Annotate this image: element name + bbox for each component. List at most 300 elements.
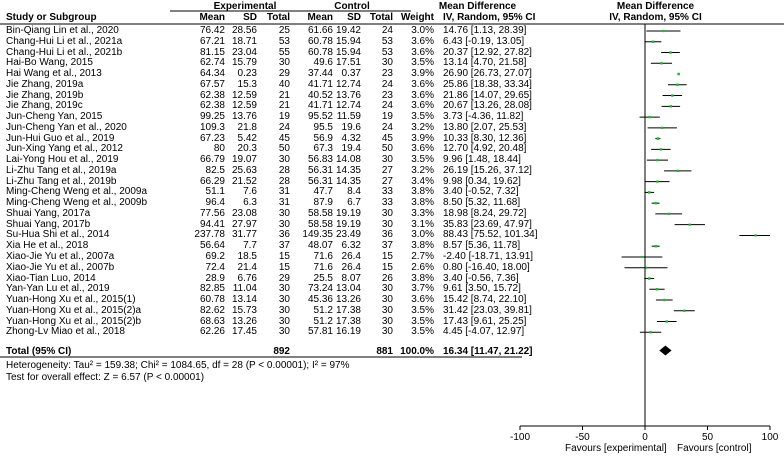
cell-study: Jun-Hui Guo et al., 2019: [6, 132, 115, 144]
cell-mean-e: 80: [213, 143, 225, 155]
cell-study: Jun-Cheng Yan et al., 2020: [6, 121, 127, 133]
cell-sd-c: 14.35: [335, 164, 361, 176]
cell-n-e: 30: [278, 304, 290, 316]
x-tick-label: -50: [575, 432, 590, 443]
point-estimate: [663, 299, 665, 301]
cell-study: Shuai Yang, 2017a: [6, 207, 91, 219]
col-sd-e: SD: [243, 12, 257, 23]
cell-mean-c: 41.71: [307, 78, 333, 90]
cell-ci: 9.96 [1.48, 18.44]: [443, 154, 521, 166]
cell-mean-e: 62.26: [199, 326, 225, 338]
cell-study: Xiao-Jie Yu et al., 2007a: [6, 251, 115, 262]
cell-study: Yuan-Hong Xu et al., 2015(2)a: [6, 304, 142, 316]
cell-n-e: 30: [278, 57, 290, 69]
cell-mean-c: 41.71: [307, 100, 333, 112]
cell-sd-e: 28.56: [231, 25, 257, 36]
cell-sd-c: 13.76: [335, 89, 361, 101]
cell-ci: 4.45 [-4.07, 12.97]: [443, 326, 525, 338]
cell-n-e: 15: [278, 261, 290, 273]
cell-n-e: 50: [278, 143, 290, 155]
cell-sd-c: 23.49: [335, 229, 361, 241]
cell-study: Jie Zhang, 2019a: [6, 78, 84, 90]
cell-n-e: 15: [278, 251, 290, 262]
cell-sd-c: 19.19: [335, 207, 361, 219]
cell-sd-e: 20.3: [237, 143, 257, 155]
overall-effect-text: Test for overall effect: Z = 6.57 (P < 0.00001): [6, 372, 205, 383]
cell-sd-c: 4.32: [341, 132, 361, 144]
point-estimate: [656, 180, 658, 182]
point-estimate: [666, 320, 668, 322]
cell-sd-e: 13.76: [231, 111, 257, 123]
cell-ci: 9.98 [0.34, 19.62]: [443, 175, 521, 187]
cell-mean-e: 28.9: [205, 272, 225, 284]
cell-study: Hai Wang et al., 2013: [6, 68, 102, 79]
cell-ci: 20.37 [12.92, 27.82]: [443, 46, 532, 58]
cell-mean-e: 64.34: [199, 68, 225, 79]
cell-weight: 3.0%: [411, 25, 434, 36]
cell-study: Jun-Xing Yang et al., 2012: [6, 143, 123, 155]
cell-weight: 3.8%: [411, 197, 434, 209]
cell-weight: 3.6%: [411, 143, 434, 155]
cell-ci: 13.80 [2.07, 25.53]: [443, 121, 527, 133]
cell-ci: -2.40 [-18.71, 13.91]: [443, 251, 534, 262]
cell-sd-c: 17.38: [335, 315, 361, 327]
cell-n-e: 30: [278, 294, 290, 305]
cell-n-c: 24: [381, 25, 393, 36]
point-estimate: [660, 62, 662, 64]
cell-sd-c: 8.4: [347, 186, 361, 198]
cell-mean-c: 56.9: [313, 132, 333, 144]
total-n-e: 892: [273, 346, 290, 357]
point-estimate: [648, 191, 651, 194]
cell-sd-e: 21.8: [237, 121, 257, 133]
cell-weight: 3.6%: [411, 100, 434, 112]
x-tick-label: -100: [509, 432, 531, 443]
cell-mean-c: 56.31: [307, 175, 333, 187]
point-estimate: [669, 51, 671, 53]
cell-study: Yuan-Hong Xu et al., 2015(2)b: [6, 315, 142, 327]
cell-sd-c: 17.51: [335, 57, 361, 69]
cell-weight: 3.6%: [411, 294, 434, 305]
cell-weight: 3.5%: [411, 326, 434, 338]
cell-mean-c: 37.44: [307, 68, 333, 79]
cell-sd-c: 15.94: [335, 46, 361, 58]
cell-ci: 25.86 [18.38, 33.34]: [443, 78, 532, 90]
cell-ci: 26.90 [26.73, 27.07]: [443, 68, 532, 79]
cell-sd-e: 6.3: [243, 197, 257, 209]
cell-mean-e: 76.42: [199, 25, 225, 36]
col-weight: Weight: [400, 12, 434, 23]
cell-mean-c: 67.3: [313, 143, 333, 155]
cell-weight: 3.6%: [411, 89, 434, 101]
cell-n-c: 37: [381, 240, 393, 252]
cell-n-e: 30: [278, 218, 290, 230]
cell-sd-e: 18.71: [231, 35, 257, 47]
cell-sd-c: 13.26: [335, 294, 361, 305]
point-estimate: [657, 137, 660, 140]
col-mean-c: Mean: [307, 12, 333, 23]
cell-study: Ming-Cheng Weng et al., 2009a: [6, 186, 148, 198]
point-estimate: [661, 127, 663, 129]
cell-mean-c: 40.52: [307, 89, 333, 101]
cell-mean-c: 56.31: [307, 164, 333, 176]
cell-mean-e: 96.4: [205, 197, 225, 209]
cell-n-e: 28: [278, 164, 290, 176]
cell-ci: 6.43 [-0.19, 13.05]: [443, 35, 525, 47]
cell-study: Jun-Cheng Yan, 2015: [6, 111, 103, 123]
cell-n-e: 29: [278, 68, 290, 79]
cell-sd-c: 11.59: [336, 111, 361, 123]
cell-mean-c: 149.35: [302, 229, 333, 241]
cell-mean-c: 87.9: [313, 197, 333, 209]
cell-mean-e: 60.78: [199, 294, 225, 305]
cell-ci: 31.42 [23.03, 39.81]: [443, 304, 532, 316]
cell-sd-e: 15.79: [231, 57, 257, 69]
cell-n-c: 53: [381, 35, 393, 47]
cell-n-c: 30: [381, 304, 393, 316]
cell-n-c: 53: [381, 46, 393, 58]
header-control: Control: [334, 1, 370, 12]
cell-weight: 3.2%: [411, 164, 434, 176]
cell-sd-c: 19.6: [341, 121, 361, 133]
col-study: Study or Subgroup: [6, 12, 97, 23]
cell-mean-e: 67.57: [199, 78, 225, 90]
cell-ci: 12.70 [4.92, 20.48]: [443, 143, 527, 155]
cell-mean-c: 45.36: [307, 294, 333, 305]
cell-sd-e: 19.07: [231, 154, 257, 166]
point-estimate: [641, 256, 643, 258]
cell-sd-e: 31.77: [231, 229, 257, 241]
cell-mean-c: 49.6: [313, 57, 333, 69]
cell-sd-c: 12.74: [335, 78, 361, 90]
cell-ci: 0.80 [-16.40, 18.00]: [443, 261, 530, 273]
cell-sd-c: 8.07: [341, 272, 361, 284]
cell-sd-c: 16.19: [335, 326, 361, 338]
cell-sd-e: 17.45: [231, 326, 257, 338]
cell-n-e: 19: [278, 111, 290, 123]
cell-weight: 3.0%: [411, 229, 434, 241]
cell-mean-c: 47.7: [313, 186, 333, 198]
cell-study: Xiao-Jie Yu et al., 2007b: [6, 261, 115, 273]
cell-mean-e: 67.21: [199, 35, 225, 47]
cell-sd-c: 0.37: [341, 68, 361, 79]
cell-n-c: 24: [381, 100, 393, 112]
cell-weight: 3.9%: [411, 132, 434, 144]
cell-sd-c: 19.19: [335, 218, 361, 230]
cell-sd-e: 5.42: [237, 132, 257, 144]
cell-mean-c: 60.78: [307, 46, 333, 58]
cell-n-c: 30: [381, 207, 393, 219]
cell-study: Xiao-Tian Luo, 2014: [6, 272, 96, 284]
cell-mean-e: 82.85: [199, 283, 225, 295]
cell-mean-e: 56.64: [199, 240, 225, 252]
cell-mean-c: 60.78: [307, 35, 333, 47]
cell-weight: 3.4%: [411, 175, 434, 187]
point-estimate: [648, 116, 650, 118]
col-sd-c: SD: [347, 12, 361, 23]
cell-weight: 3.5%: [411, 304, 434, 316]
cell-weight: 3.6%: [411, 78, 434, 90]
cell-study: Yan-Yan Lu et al., 2019: [6, 283, 110, 295]
point-estimate: [656, 159, 658, 161]
cell-study: Shuai Yang, 2017b: [6, 218, 91, 230]
cell-study: Li-Zhu Tang et al., 2019b: [6, 175, 117, 187]
point-estimate: [660, 148, 662, 150]
cell-mean-c: 25.5: [313, 272, 333, 284]
cell-n-e: 24: [278, 121, 290, 133]
cell-ci: 8.50 [5.32, 11.68]: [443, 197, 521, 209]
cell-n-c: 30: [381, 218, 393, 230]
cell-ci: 21.86 [14.07, 29.65]: [443, 89, 532, 101]
cell-n-e: 40: [278, 78, 290, 90]
header-experimental: Experimental: [213, 1, 277, 12]
cell-weight: 3.8%: [411, 186, 434, 198]
point-estimate: [683, 310, 685, 312]
point-estimate: [668, 213, 670, 215]
cell-ci: 3.73 [-4.36, 11.82]: [443, 111, 524, 123]
cell-mean-c: 95.52: [307, 111, 333, 123]
header-md-title: Mean Difference: [438, 1, 517, 12]
cell-n-c: 36: [381, 229, 393, 241]
point-estimate: [676, 84, 678, 86]
cell-ci: 14.76 [1.13, 28.39]: [443, 25, 527, 36]
cell-sd-c: 14.08: [335, 154, 361, 166]
cell-sd-e: 21.4: [237, 261, 257, 273]
cell-weight: 3.8%: [411, 272, 434, 284]
cell-weight: 3.6%: [411, 46, 434, 58]
x-tick-label: 100: [761, 432, 779, 443]
cell-study: Xia He et al., 2018: [6, 240, 89, 252]
cell-weight: 2.7%: [411, 251, 434, 262]
cell-n-e: 45: [278, 132, 290, 144]
x-tick-label: 50: [701, 432, 714, 443]
cell-n-c: 50: [381, 143, 393, 155]
cell-sd-c: 13.04: [335, 283, 361, 295]
cell-n-c: 30: [381, 315, 393, 327]
cell-weight: 3.5%: [411, 111, 434, 123]
col-total-e: Total: [266, 12, 290, 23]
cell-mean-e: 66.29: [199, 175, 225, 187]
cell-mean-e: 82.5: [205, 164, 225, 176]
cell-study: Jie Zhang, 2019c: [6, 100, 83, 112]
cell-n-e: 21: [278, 100, 290, 112]
cell-mean-e: 68.63: [199, 315, 225, 327]
col-ci-plot: IV, Random, 95% CI: [609, 12, 702, 23]
header-md-title-plot: Mean Difference: [616, 1, 695, 12]
cell-n-e: 30: [278, 283, 290, 295]
point-estimate: [649, 331, 651, 333]
cell-weight: 3.5%: [411, 315, 434, 327]
cell-mean-e: 77.56: [199, 207, 225, 219]
cell-mean-c: 71.6: [313, 251, 333, 262]
cell-n-c: 27: [381, 164, 393, 176]
cell-sd-c: 6.32: [341, 240, 361, 252]
cell-ci: 10.33 [8.30, 12.36]: [443, 132, 527, 144]
cell-ci: 3.40 [-0.52, 7.32]: [443, 186, 519, 198]
cell-weight: 3.3%: [411, 207, 434, 219]
pooled-diamond: [659, 346, 671, 356]
cell-mean-e: 67.23: [199, 132, 225, 144]
cell-n-e: 37: [278, 240, 290, 252]
cell-n-c: 15: [381, 251, 393, 262]
cell-sd-e: 27.97: [231, 218, 257, 230]
col-total-c: Total: [369, 12, 393, 23]
cell-ci: 88.43 [75.52, 101.34]: [443, 229, 538, 241]
cell-n-c: 23: [381, 68, 393, 79]
cell-sd-e: 13.14: [231, 294, 257, 305]
cell-ci: 20.67 [13.26, 28.08]: [443, 100, 532, 112]
cell-n-c: 30: [381, 326, 393, 338]
cell-n-e: 31: [278, 186, 290, 198]
cell-weight: 3.5%: [411, 57, 434, 69]
cell-study: Chang-Hui Li et al., 2021a: [6, 35, 123, 47]
point-estimate: [677, 170, 679, 172]
cell-weight: 3.2%: [411, 121, 434, 133]
cell-mean-e: 237.78: [194, 229, 225, 241]
point-estimate: [654, 202, 657, 205]
cell-n-c: 30: [381, 57, 393, 69]
cell-sd-e: 21.52: [231, 175, 257, 187]
cell-n-c: 30: [381, 154, 393, 166]
cell-sd-e: 18.5: [237, 251, 257, 262]
cell-n-e: 55: [278, 46, 290, 58]
cell-n-c: 23: [381, 89, 393, 101]
cell-weight: 3.8%: [411, 240, 434, 252]
cell-mean-c: 51.2: [313, 304, 333, 316]
cell-sd-e: 12.59: [231, 89, 257, 101]
total-n-c: 881: [376, 346, 393, 357]
cell-sd-e: 15.73: [231, 304, 257, 316]
cell-sd-c: 19.4: [341, 143, 361, 155]
point-estimate: [662, 30, 664, 32]
col-ci: IV, Random, 95% CI: [443, 12, 536, 23]
point-estimate: [670, 105, 672, 107]
cell-mean-c: 58.58: [307, 218, 333, 230]
cell-ci: 15.42 [8.74, 22.10]: [443, 294, 527, 305]
point-estimate: [689, 224, 691, 226]
cell-mean-e: 81.15: [199, 46, 225, 58]
cell-weight: 3.7%: [411, 283, 434, 295]
cell-n-e: 28: [278, 175, 290, 187]
cell-n-e: 30: [278, 154, 290, 166]
point-estimate: [648, 277, 651, 280]
cell-n-e: 21: [278, 89, 290, 101]
cell-mean-c: 51.2: [313, 315, 333, 327]
cell-ci: 9.61 [3.50, 15.72]: [443, 283, 521, 295]
total-weight: 100.0%: [400, 346, 434, 357]
favours-experimental-label: Favours [experimental]: [565, 443, 667, 454]
cell-weight: 3.1%: [411, 218, 434, 230]
cell-sd-e: 11.04: [232, 283, 257, 295]
cell-sd-c: 12.74: [335, 100, 361, 112]
cell-mean-e: 62.38: [199, 100, 225, 112]
cell-sd-e: 13.26: [231, 315, 257, 327]
cell-mean-e: 109.3: [199, 121, 225, 133]
point-estimate: [656, 288, 658, 290]
cell-sd-c: 14.35: [335, 175, 361, 187]
cell-mean-e: 82.62: [199, 304, 225, 316]
cell-sd-c: 26.4: [341, 261, 361, 273]
cell-sd-e: 6.76: [237, 272, 257, 284]
cell-study: Yuan-Hong Xu et al., 2015(1): [6, 294, 136, 305]
cell-ci: 17.43 [9.61, 25.25]: [443, 315, 527, 327]
cell-study: Su-Hua Shi et al., 2014: [6, 229, 110, 241]
favours-control-label: Favours [control]: [677, 443, 752, 454]
cell-n-e: 53: [278, 35, 290, 47]
cell-sd-e: 7.6: [243, 186, 257, 198]
cell-mean-e: 99.25: [199, 111, 225, 123]
cell-sd-e: 7.7: [243, 240, 257, 252]
cell-ci: 18.98 [8.24, 29.72]: [443, 207, 527, 219]
cell-n-e: 30: [278, 326, 290, 338]
cell-mean-c: 57.81: [307, 326, 333, 338]
cell-study: Zhong-Lv Miao et al., 2018: [6, 326, 125, 338]
cell-n-e: 29: [278, 272, 290, 284]
cell-n-e: 30: [278, 207, 290, 219]
cell-weight: 3.9%: [411, 68, 434, 79]
cell-mean-e: 94.41: [199, 218, 225, 230]
cell-n-c: 19: [381, 111, 393, 123]
cell-n-c: 33: [381, 197, 393, 209]
cell-sd-e: 25.63: [231, 164, 257, 176]
point-estimate: [677, 73, 680, 76]
cell-mean-e: 69.2: [205, 251, 225, 262]
cell-sd-c: 15.94: [335, 35, 361, 47]
x-tick-label: 0: [642, 432, 648, 443]
cell-mean-c: 48.07: [307, 240, 333, 252]
cell-study: Jie Zhang, 2019b: [6, 89, 84, 101]
cell-weight: 3.6%: [411, 35, 434, 47]
cell-mean-e: 62.38: [199, 89, 225, 101]
cell-sd-e: 0.23: [237, 68, 257, 79]
point-estimate: [671, 94, 673, 96]
cell-study: Bin-Qiang Lin et al., 2020: [6, 25, 119, 36]
cell-n-c: 45: [381, 132, 393, 144]
total-ci: 16.34 [11.47, 21.22]: [443, 346, 533, 357]
cell-n-e: 31: [278, 197, 290, 209]
cell-study: Ming-Cheng Weng et al., 2009b: [6, 197, 148, 209]
cell-mean-c: 56.83: [307, 154, 333, 166]
cell-n-c: 30: [381, 283, 393, 295]
cell-ci: 26.19 [15.26, 37.12]: [443, 164, 532, 176]
cell-weight: 2.6%: [411, 261, 434, 273]
cell-mean-c: 73.24: [307, 283, 333, 295]
cell-n-c: 27: [381, 175, 393, 187]
cell-n-e: 30: [278, 315, 290, 327]
total-label: Total (95% CI): [6, 346, 72, 357]
cell-mean-e: 66.79: [199, 154, 225, 166]
cell-n-c: 26: [381, 272, 393, 284]
cell-n-e: 25: [278, 25, 290, 36]
cell-mean-c: 71.6: [313, 261, 333, 273]
heterogeneity-text: Heterogeneity: Tau² = 159.38; Chi² = 1084.65, df = 28 (P < 0.00001); I² = 97%: [6, 360, 350, 371]
cell-n-c: 30: [381, 294, 393, 305]
cell-n-c: 33: [381, 186, 393, 198]
cell-study: Li-Zhu Tang et al., 2019a: [6, 164, 117, 176]
cell-study: Hai-Bo Wang, 2015: [6, 57, 93, 69]
cell-weight: 3.5%: [411, 154, 434, 166]
cell-study: Lai-Yong Hou et al., 2019: [6, 154, 119, 166]
cell-mean-c: 95.5: [313, 121, 333, 133]
cell-sd-e: 23.08: [231, 207, 257, 219]
cell-n-c: 24: [381, 78, 393, 90]
cell-sd-c: 17.38: [335, 304, 361, 316]
cell-sd-e: 23.04: [231, 46, 257, 58]
point-estimate: [654, 245, 657, 248]
cell-mean-e: 51.1: [205, 186, 225, 198]
point-estimate: [652, 41, 654, 43]
cell-mean-e: 72.4: [205, 261, 225, 273]
